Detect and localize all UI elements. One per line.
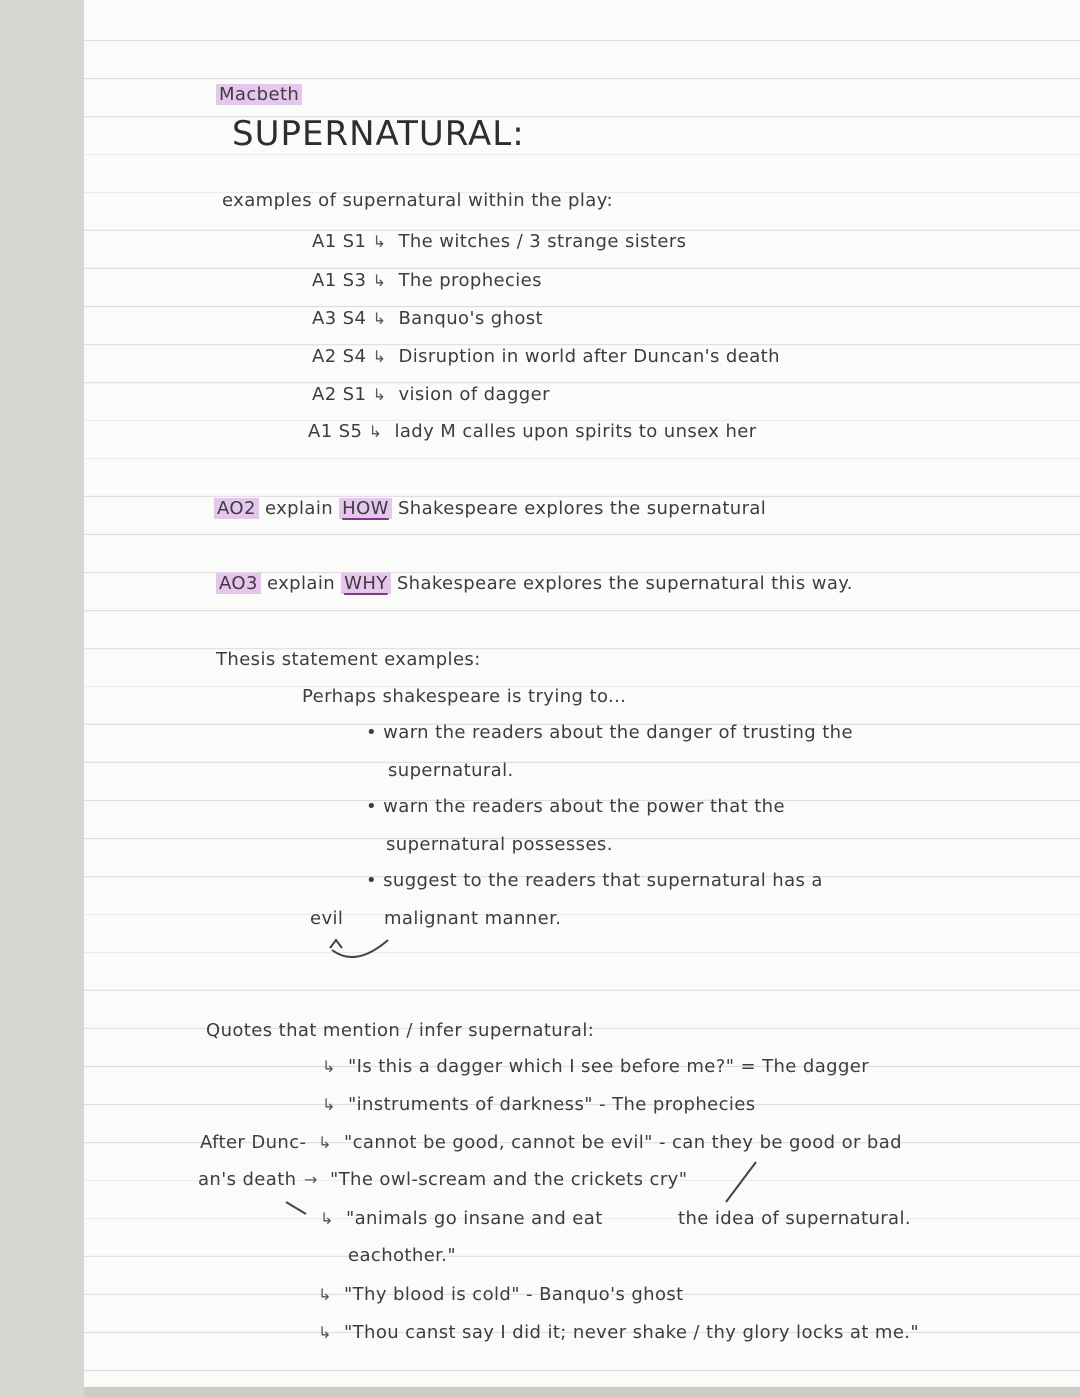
ao2-pre: explain (264, 498, 334, 519)
thesis-lead: Perhaps shakespeare is trying to... (302, 686, 627, 707)
example-item (312, 384, 550, 405)
example-text: Banquo's ghost (398, 308, 544, 329)
ao2-line (214, 498, 766, 519)
quote-text: "Thy blood is cold" (343, 1284, 520, 1305)
act-scene-ref: A1 S3 (312, 270, 367, 291)
hook-arrow-icon: ↳ (372, 232, 387, 251)
thesis-bullet: • warn the readers about the power that the (366, 796, 785, 817)
example-item (308, 421, 757, 442)
quote-text: "Thou canst say I did it; never shake / thy glory locks at me." (343, 1322, 920, 1343)
ao3-code: AO3 (216, 573, 261, 594)
ao2-post: Shakespeare explores the supernatural (397, 498, 767, 519)
quote-note: = The dagger (740, 1056, 870, 1077)
example-text: The prophecies (398, 270, 542, 291)
hook-arrow-icon: ↳ (322, 1057, 336, 1076)
connector-line-icon (722, 1158, 762, 1208)
thesis-bullet: • warn the readers about the danger of trusting the (366, 722, 853, 743)
page-bottom-edge (84, 1387, 1080, 1397)
side-note-line1: After Dunc- (200, 1132, 307, 1153)
ao3-post: Shakespeare explores the supernatural this way. (396, 573, 853, 594)
quote-item (304, 1169, 687, 1190)
hook-arrow-icon: ↳ (372, 271, 387, 290)
quote-note: the idea of supernatural. (678, 1208, 912, 1229)
inserted-word: evil (310, 908, 344, 929)
act-scene-ref: A2 S1 (312, 384, 367, 405)
bullet-text: warn the readers about the power that the (383, 796, 785, 817)
quote-text: "Is this a dagger which I see before me?" (347, 1056, 735, 1077)
arrow-icon: → (304, 1170, 318, 1189)
quote-item (322, 1094, 756, 1115)
example-item (312, 308, 543, 329)
quote-text: "instruments of darkness" (347, 1094, 593, 1115)
example-item (312, 270, 542, 291)
act-scene-ref: A3 S4 (312, 308, 367, 329)
quote-item (318, 1132, 902, 1153)
example-item (312, 346, 780, 367)
insert-caret-icon (326, 928, 406, 964)
hook-arrow-icon: ↳ (318, 1285, 332, 1304)
ao3-line (216, 573, 853, 594)
example-text: lady M calles upon spirits to unsex her (394, 421, 757, 442)
ao2-code: AO2 (214, 498, 259, 519)
thesis-bullet-continuation: supernatural possesses. (386, 834, 613, 855)
thesis-heading: Thesis statement examples: (216, 649, 481, 670)
quote-note: - The prophecies (599, 1094, 756, 1115)
hook-arrow-icon: ↳ (372, 347, 387, 366)
example-text: Disruption in world after Duncan's death (398, 346, 780, 367)
hook-arrow-icon: ↳ (368, 422, 383, 441)
quotes-heading: Quotes that mention / infer supernatural: (206, 1020, 595, 1041)
side-note-line2: an's death (198, 1169, 297, 1190)
ao3-key: WHY (341, 573, 391, 594)
hook-arrow-icon: ↳ (318, 1323, 332, 1342)
thesis-bullet: • suggest to the readers that supernatural has a (366, 870, 823, 891)
quote-continuation: eachother." (348, 1245, 457, 1266)
act-scene-ref: A1 S1 (312, 231, 367, 252)
hook-arrow-icon: ↳ (322, 1095, 336, 1114)
thesis-bullet-continuation: malignant manner. (384, 908, 562, 929)
quote-text: "animals go insane and eat (345, 1208, 603, 1229)
quote-item (320, 1208, 603, 1229)
quote-item (318, 1284, 684, 1305)
thesis-bullet-continuation: supernatural. (388, 760, 514, 781)
quote-text: "The owl-scream and the crickets cry" (329, 1169, 688, 1190)
act-scene-ref: A1 S5 (308, 421, 363, 442)
quote-item (318, 1322, 919, 1343)
example-text: vision of dagger (398, 384, 550, 405)
page-title: SUPERNATURAL: (232, 114, 525, 154)
hook-arrow-icon: ↳ (372, 385, 387, 404)
hook-arrow-icon: ↳ (320, 1209, 334, 1228)
hook-arrow-icon: ↳ (318, 1133, 332, 1152)
ao2-key: HOW (339, 498, 392, 519)
act-scene-ref: A2 S4 (312, 346, 367, 367)
ao3-pre: explain (266, 573, 336, 594)
bullet-text: suggest to the readers that supernatural has a (383, 870, 823, 891)
quote-note: - Banquo's ghost (526, 1284, 684, 1305)
quote-text: "cannot be good, cannot be evil" (343, 1132, 653, 1153)
arrow-diagonal-icon (282, 1196, 312, 1220)
hook-arrow-icon: ↳ (372, 309, 387, 328)
subject-tag: Macbeth (216, 84, 302, 105)
quote-note: - can they be good or bad (658, 1132, 903, 1153)
example-text: The witches / 3 strange sisters (398, 231, 687, 252)
example-item (312, 231, 686, 252)
bullet-text: warn the readers about the danger of trusting the (383, 722, 853, 743)
quote-item (322, 1056, 869, 1077)
examples-heading: examples of supernatural within the play: (222, 190, 613, 211)
